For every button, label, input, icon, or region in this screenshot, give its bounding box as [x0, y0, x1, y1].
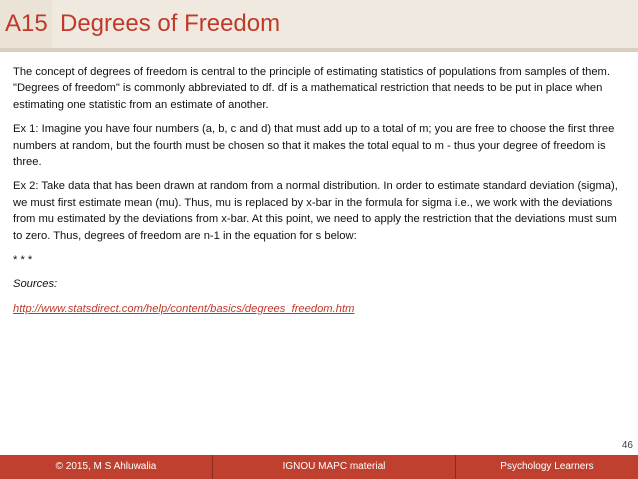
example-2-paragraph: Ex 2: Take data that has been drawn at random from a normal distribution. In order to estimate standard deviation (sigma), we must first estimate mean (mu). Thus, mu is replaced by x-bar in the formula for sigma i.e., we work with the deviations from mu estimated by the deviations from x-bar. At this point, we need to apply the restriction that the deviations must sum to zero. Thus, degrees of freedom are n-1 in the equation for s below:	[13, 180, 618, 242]
slide-number-label: A15	[5, 10, 48, 37]
slide-footer	[0, 455, 638, 479]
separator-text: * * *	[13, 254, 33, 267]
sources-label: Sources:	[13, 278, 58, 291]
header-divider	[0, 48, 638, 52]
footer-copyright: © 2015, M S Ahluwalia	[55, 461, 157, 472]
slide-header	[0, 0, 638, 52]
page-number: 46	[621, 440, 633, 451]
example-1-paragraph: Ex 1: Imagine you have four numbers (a, b, c and d) that must add up to a total of m; you are free to choose the first three numbers at random, but the fourth must be chosen so that it makes the total equal to m - thus your degree of freedom is three.	[13, 123, 615, 169]
footer-brand: Psychology Learners	[500, 461, 594, 472]
slide-body	[13, 64, 627, 325]
footer-material: IGNOU MAPC material	[282, 461, 386, 472]
sources-link[interactable]: http://www.statsdirect.com/help/content/basics/degrees_freedom.htm	[13, 302, 355, 315]
intro-paragraph: The concept of degrees of freedom is central to the principle of estimating statistics of populations from samples of them. "Degrees of freedom" is commonly abbreviated to df. df is a mathematical restriction that needs to be put in place when estimating one statistic from an estimate of another.	[13, 66, 610, 111]
slide-title: Degrees of Freedom	[60, 10, 281, 37]
